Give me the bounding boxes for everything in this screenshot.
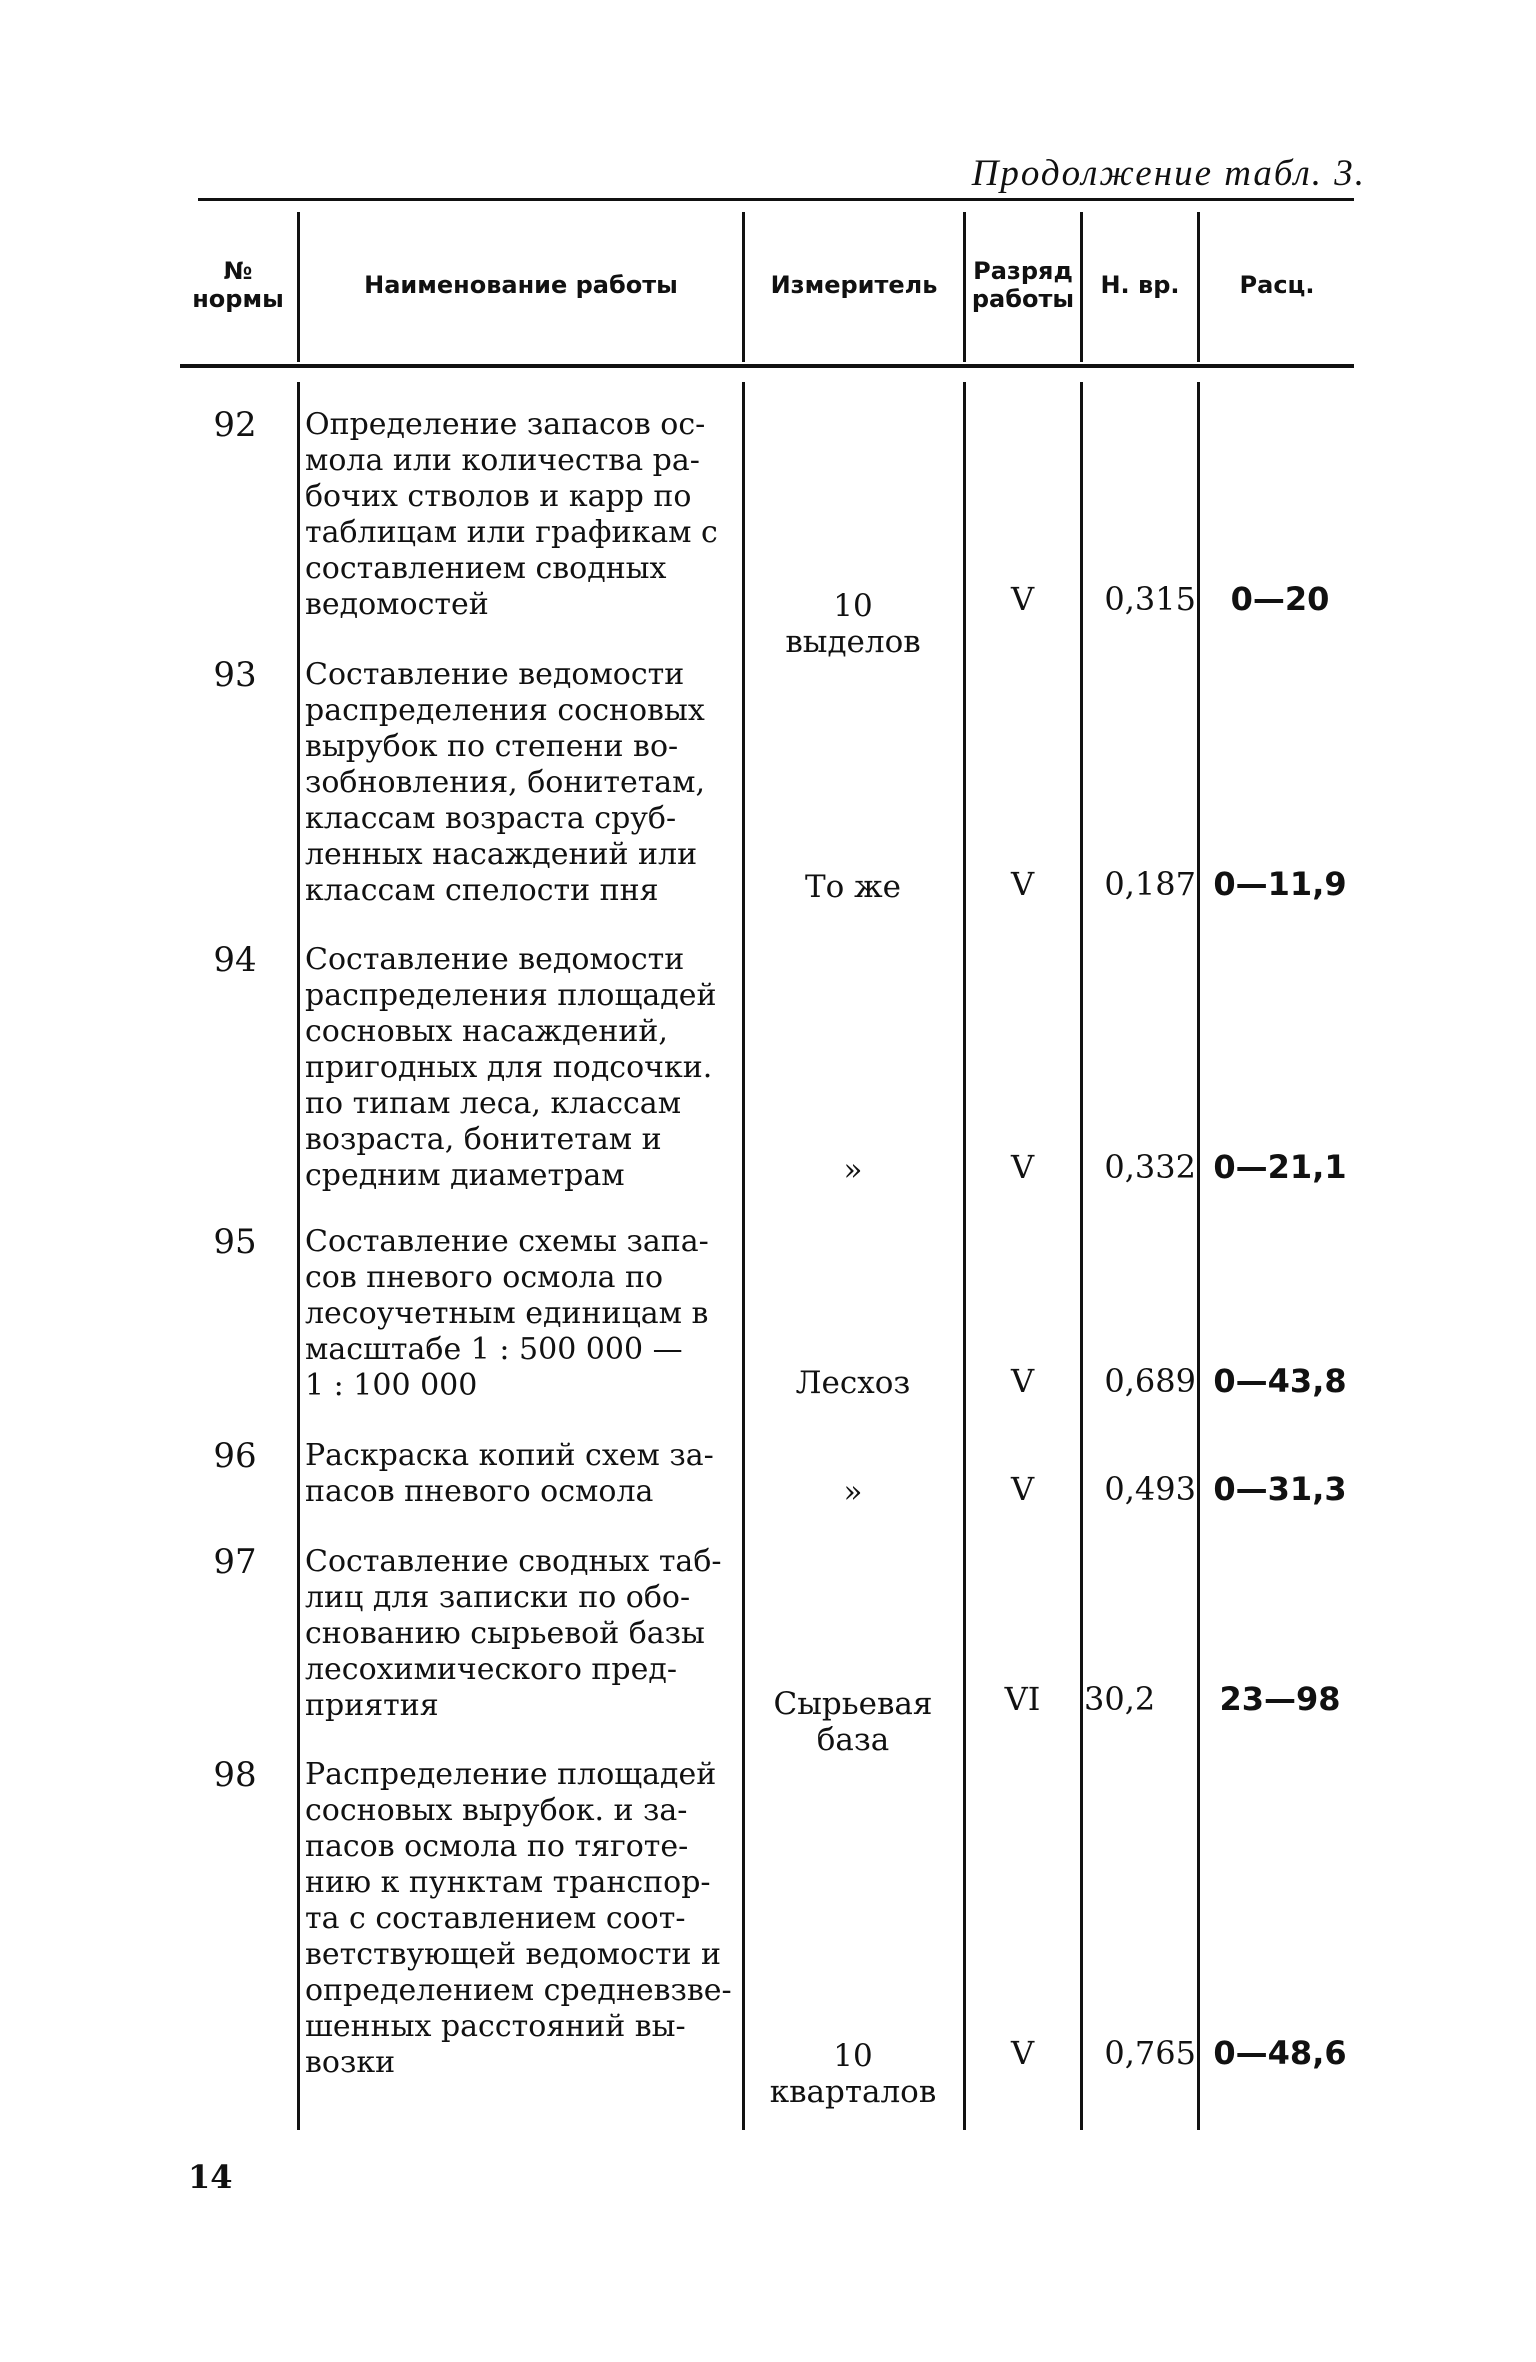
row-norm-no: 95	[213, 1222, 257, 1262]
row-description: Распределение площадей сосновых вырубок. и за- пасов осмола по тяготе- нию к пунктам транспор- та с составлением соот- ветствующей ведомости и определением средневзве- шенных расстояний вы- возки	[305, 1757, 732, 2080]
row-grade: V	[1010, 1470, 1035, 1508]
row-grade: V	[1010, 2034, 1035, 2072]
row-time-norm: 0,765	[1104, 2034, 1196, 2072]
row-description: Составление сводных таб- лиц для записки по обо- снованию сырьевой базы лесохимического пред- приятия	[305, 1544, 722, 1723]
row-grade: V	[1010, 580, 1035, 618]
row-time-norm: 0,315	[1104, 580, 1196, 618]
row-measure: »	[843, 1474, 863, 1510]
row-grade: VI	[1004, 1680, 1041, 1718]
header-measure: Измеритель	[770, 271, 938, 299]
header-grade: Разряд работы	[971, 257, 1075, 313]
row-rate: 0—11,9	[1213, 865, 1347, 903]
row-time-norm: 0,187	[1104, 865, 1196, 903]
row-description: Составление схемы запа- сов пневого осмола по лесоучетным единицам в масштабе 1 : 500 000 — 1 : 100 000	[305, 1224, 709, 1403]
row-grade: V	[1010, 865, 1035, 903]
header-work-name: Наименование работы	[364, 271, 678, 299]
continuation-label: Продолжение табл. 3.	[971, 153, 1366, 194]
row-norm-no: 94	[213, 940, 257, 980]
row-measure: Сырьевая база	[773, 1686, 933, 1758]
row-time-norm: 0,493	[1104, 1470, 1196, 1508]
row-norm-no: 93	[213, 655, 257, 695]
row-description: Составление ведомости распределения площадей сосновых насаждений, пригодных для подсочки. по типам леса, классам возраста, бонитетам и средним диаметрам	[305, 942, 717, 1193]
body-divider	[1080, 382, 1083, 2130]
page-number: 14	[188, 2158, 233, 2196]
header-rate: Расц.	[1239, 271, 1315, 299]
row-rate: 23—98	[1219, 1680, 1341, 1718]
row-description: Определение запасов ос- мола или количества ра- бочих стволов и карр по таблицам или графикам с составлением сводных ведомостей	[305, 407, 718, 622]
body-divider	[1197, 382, 1200, 2130]
body-divider	[742, 382, 745, 2130]
header-norm-no: № нормы	[192, 257, 284, 313]
row-rate: 0—43,8	[1213, 1362, 1347, 1400]
row-measure: 10 выделов	[785, 588, 921, 660]
row-time-norm: 30,2	[1084, 1680, 1156, 1718]
body-divider	[297, 382, 300, 2130]
row-grade: V	[1010, 1148, 1035, 1186]
row-rate: 0—21,1	[1213, 1148, 1347, 1186]
row-measure: Лесхоз	[795, 1365, 911, 1401]
row-norm-no: 97	[213, 1542, 257, 1582]
header-time-norm: Н. вр.	[1100, 271, 1180, 299]
body-divider	[963, 382, 966, 2130]
row-description: Раскраска копий схем за- пасов пневого осмола	[305, 1438, 714, 1509]
row-measure: То же	[804, 869, 902, 905]
row-rate: 0—48,6	[1213, 2034, 1347, 2072]
row-time-norm: 0,332	[1104, 1148, 1196, 1186]
row-rate: 0—31,3	[1213, 1470, 1347, 1508]
row-measure: 10 кварталов	[769, 2038, 937, 2110]
row-rate: 0—20	[1230, 580, 1330, 618]
row-description: Составление ведомости распределения сосновых вырубок по степени во- зобновления, бонитетам, классам возраста сруб- ленных насаждений или классам спелости пня	[305, 657, 706, 908]
row-measure: »	[843, 1152, 863, 1188]
row-time-norm: 0,689	[1104, 1362, 1196, 1400]
row-norm-no: 98	[213, 1755, 257, 1795]
row-grade: V	[1010, 1362, 1035, 1400]
row-norm-no: 96	[213, 1436, 257, 1476]
top-rule	[198, 198, 1354, 201]
row-norm-no: 92	[213, 405, 257, 445]
header-rule	[180, 364, 1354, 368]
